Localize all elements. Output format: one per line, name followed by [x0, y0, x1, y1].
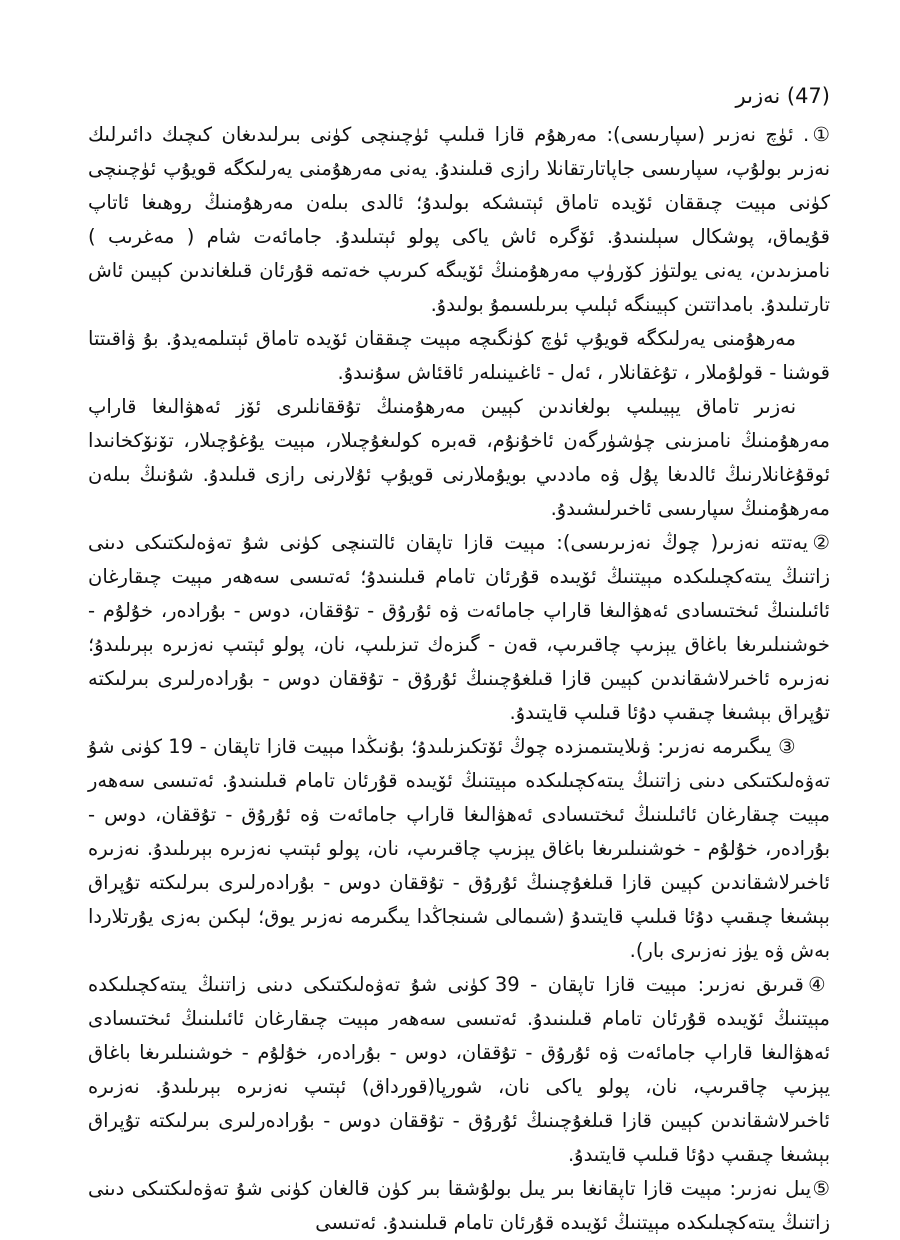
document-page [88, 78, 830, 1240]
paragraph-6-fortieth-day-nazir: ④قىرىق نەزىر: مېيت قازا تاپقان - 39 كۈنى شۇ تەۋەلىكتىكى دىنى زاتنىڭ يىتەكچىلىكدە مېيتنىڭ ئۆيىدە قۇرئان تامام قىلىنىدۇ. ئەتىسى سەھەر مېيت چىقارغان ئائىلىنىڭ ئىختىسادى ئەھۋالىغا قاراپ جامائەت ۋە ئۇرۇق - تۇققان، دوس - بۇرادەر، خۇلۇم - خوشنىلىرىغا باغاق يېزىپ چاقىرىپ، نان، پولو ياكى نان، شورپا(قورداق) ئېتىپ نەزىرە بېرىلىدۇ. نەزىرە ئاخىرلاشقاندىن كېيىن قازا قىلغۇچىنىڭ ئۇرۇق - تۇققان دوس - بۇرادەرلىرى بىرلىكتە تۇپراق بېشىغا چىقىپ دۇئا قىلىپ قايتىدۇ. [88, 973, 830, 1166]
paragraph-1-three-day-nazir: ①. ئۈچ نەزىر (سپارىسى): مەرھۇم قازا قىلىپ ئۈچىنچى كۈنى بىرلىدىغان كىچىك دائىرلىك نەزىر بولۇپ، سپارىسى جاپاتارتقانلا رازى قىلىندۇ. يەنى مەرھۇمنى يەرلىكگە قويۇپ ئۈچىنچى كۈنى مېيت چىققان ئۆيدە تاماق ئېتىشكە بولىدۇ؛ ئالدى بىلەن مەرھۇمنىڭ روھىغا ئاتاپ قۇيماق، پوشكال سېلىنىدۇ. ئۆگرە ئاش ياكى پولو ئېتىلىدۇ. جامائەت شام ( مەغرىب ) نامىزىدىن، يەنى يولتۈز كۆرۈپ مەرھۇمنىڭ ئۆيىگە كىرىپ خەتمە قۇرئان قىلغاندىن كېيىن ئاش تارتىلىدۇ. بامداتتىن كېيىنگە ئېلىپ بىرىلسىمۇ بولىدۇ. [88, 123, 830, 316]
paragraph-2-mourning-period: مەرھۇمنى يەرلىكگە قويۇپ ئۈچ كۈنگىچە مېيت چىققان ئۆيدە تاماق ئېتىلمەيدۇ. بۇ ۋاقىتتا قوشنا - قولۇملار ، تۇغقانلار ، ئەل - ئاغىينىلەر ئاقئاش سۇنىدۇ. [88, 327, 830, 384]
paragraph-5-twentieth-day-nazir: ③ يىگىرمە نەزىر: ۋىلايىتىمىزدە چوڭ ئۆتكىزىلىدۇ؛ بۇنىڭدا مېيت قازا تاپقان - 19 كۈنى شۇ تەۋەلىكتىكى دىنى زاتنىڭ يىتەكچىلىكدە مېيتنىڭ ئۆيىدە قۇرئان تامام قىلىنىدۇ. ئەتىسى سەھەر مېيت چىقارغان ئائىلىنىڭ ئىختىسادى ئەھۋالىغا قاراپ جامائەت ۋە ئۇرۇق - تۇققان، دوس - بۇرادەر، خۇلۇم - خوشنىلىرىغا باغاق يېزىپ چاقىرىپ، نان، پولو ئېتىپ نەزىرە بېرىلىدۇ. نەزىرە ئاخىرلاشقاندىن كېيىن قازا قىلغۇچىنىڭ ئۇرۇق - تۇققان دوس - بۇرادەرلىرى بىرلىكتە تۇپراق بېشىغا چىقىپ دۇئا قىلىپ قايتىدۇ (شىمالى شىنجاڭدا يىگىرمە نەزىر يوق؛ لېكىن بەزى يۇرتلاردا بەش ۋە يۈز نەزىرى بار). [88, 735, 830, 962]
paragraph-4-seventh-day-nazir: ②يەتتە نەزىر( چوڭ نەزىرىسى): مېيت قازا تاپقان ئالتىنچى كۈنى شۇ تەۋەلىكتىكى دىنى زاتنىڭ يىتەكچىلىكدە مېيتنىڭ ئۆيىدە قۇرئان تامام قىلىنىدۇ؛ ئەتىسى سەھەر مېيت چىقارغان ئائىلىنىڭ ئىختىسادى ئەھۋالىغا قاراپ جامائەت ۋە ئۇرۇق - تۇققان، دوس - بۇرادەر، خۇلۇم - خوشنىلىرىغا باغاق يېزىپ چاقىرىپ، قەن - گىزەك تىزىلىپ، نان، پولو ئېتىپ نەزىرە بېرىلىدۇ؛ نەزىرە ئاخىرلاشقاندىن كېيىن قازا قىلغۇچىنىڭ ئۇرۇق - تۇققان دوس - بۇرادەرلىرى بىرلىكتە تۇپراق بېشىغا چىقىپ دۇئا قىلىپ قايتىدۇ. [88, 531, 830, 724]
page-heading: (47) نەزىر [735, 84, 830, 108]
paragraph-7-anniversary-nazir: ⑤يىل نەزىر: مېيت قازا تاپقانغا بىر يىل بولۇشقا بىر كۈن قالغان كۈنى شۇ تەۋەلىكتىكى دىنى زاتنىڭ يىتەكچىلىكدە مېيتنىڭ ئۆيىدە قۇرئان تامام قىلىنىدۇ. ئەتىسى [88, 1177, 830, 1234]
paragraph-3-after-meal: نەزىر تاماق يېيىلىپ بولغاندىن كېيىن مەرھۇمنىڭ تۇققانلىرى ئۆز ئەھۋالىغا قاراپ مەرھۇمنىڭ نامىزىنى چۈشۈرگەن ئاخۇنۇم، قەبرە كولىغۇچىلار، مېيت يۇغۇچىلار، تۆنۆكخانىدا ئوقۇغانلارنىڭ ئالدىغا پۇل ۋە ماددىي بويۇملارنى قويۇپ ئۇلارنى رازى قىلىدۇ. شۇنىڭ بىلەن مەرھۇمنىڭ سپارىسى ئاخىرلىشىدۇ. [88, 395, 830, 520]
